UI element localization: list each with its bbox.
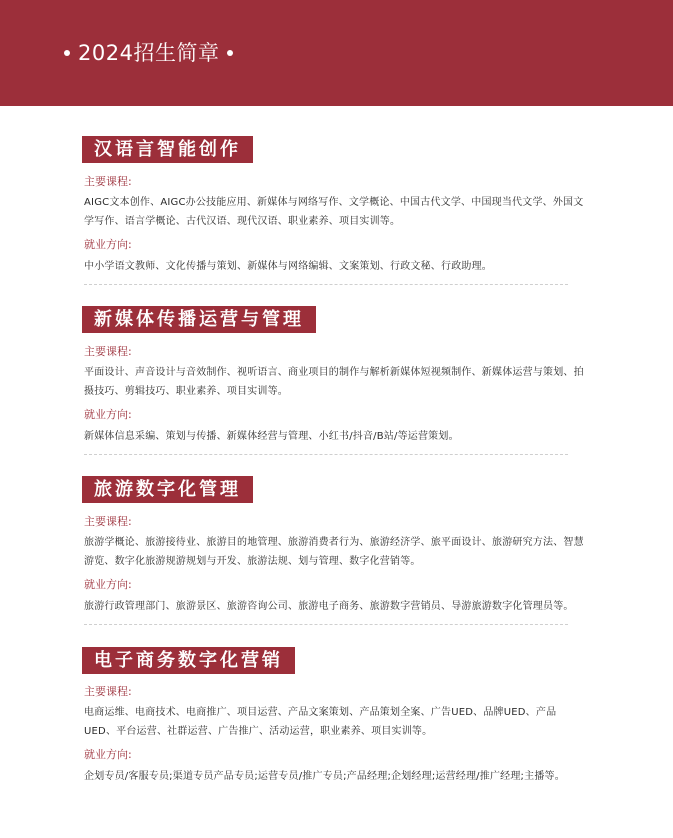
careers-label: 就业方向:	[84, 408, 132, 421]
bullet-dot-icon	[64, 50, 70, 56]
careers-text: 中小学语文教师、文化传播与策划、新媒体与网络编辑、文案策划、行政文秘、行政助理。	[84, 261, 492, 272]
bullet-dot-icon	[227, 50, 233, 56]
courses-label: 主要课程:	[84, 345, 132, 358]
courses-label: 主要课程:	[84, 515, 132, 528]
page-title-text: 2024招生简章	[78, 41, 220, 65]
page-title	[64, 38, 233, 68]
courses-text: 电商运维、电商技术、电商推广、项目运营、产品文案策划、产品策划全案、广告UED、品牌UED、产品UED、平台运营、社群运营、广告推广、活动运营，职业素养、项目实训等。	[84, 707, 557, 737]
section-heading: 新媒体传播运营与管理	[82, 306, 316, 333]
section-heading: 旅游数字化管理	[82, 476, 253, 503]
careers-text: 企划专员/客服专员;渠道专员产品专员;运营专员/推广专员;产品经理;企划经理;运营经理/推广经理;主播等。	[84, 771, 565, 782]
section-divider	[84, 284, 568, 285]
courses-text: 旅游学概论、旅游接待业、旅游目的地管理、旅游消费者行为、旅游经济学、旅平面设计、旅游研究方法、智慧游览、数字化旅游规游规划与开发、旅游法规、划与管理、数字化营销等。	[84, 537, 584, 567]
careers-label: 就业方向:	[84, 238, 132, 251]
careers-text: 旅游行政管理部门、旅游景区、旅游咨询公司、旅游电子商务、旅游数字营销员、导游旅游数字化管理员等。	[84, 601, 574, 612]
courses-text: 平面设计、声音设计与音效制作、视听语言、商业项目的制作与解析新媒体短视频制作、新媒体运营与策划、拍摄技巧、剪辑技巧、职业素养、项目实训等。	[84, 367, 584, 397]
careers-label: 就业方向:	[84, 748, 132, 761]
section-divider	[84, 624, 568, 625]
careers-label: 就业方向:	[84, 578, 132, 591]
careers-text: 新媒体信息采编、策划与传播、新媒体经营与管理、小红书/抖音/B站/等运营策划。	[84, 431, 459, 442]
section-heading: 汉语言智能创作	[82, 136, 253, 163]
courses-text: AIGC文本创作、AIGC办公技能应用、新媒体与网络写作、文学概论、中国古代文学、中国现当代文学、外国文学写作、语言学概论、古代汉语、现代汉语、职业素养、项目实训等。	[84, 197, 584, 227]
courses-label: 主要课程:	[84, 685, 132, 698]
courses-label: 主要课程:	[84, 175, 132, 188]
section-divider	[84, 454, 568, 455]
section-heading: 电子商务数字化营销	[82, 647, 295, 674]
header-banner	[0, 0, 673, 106]
